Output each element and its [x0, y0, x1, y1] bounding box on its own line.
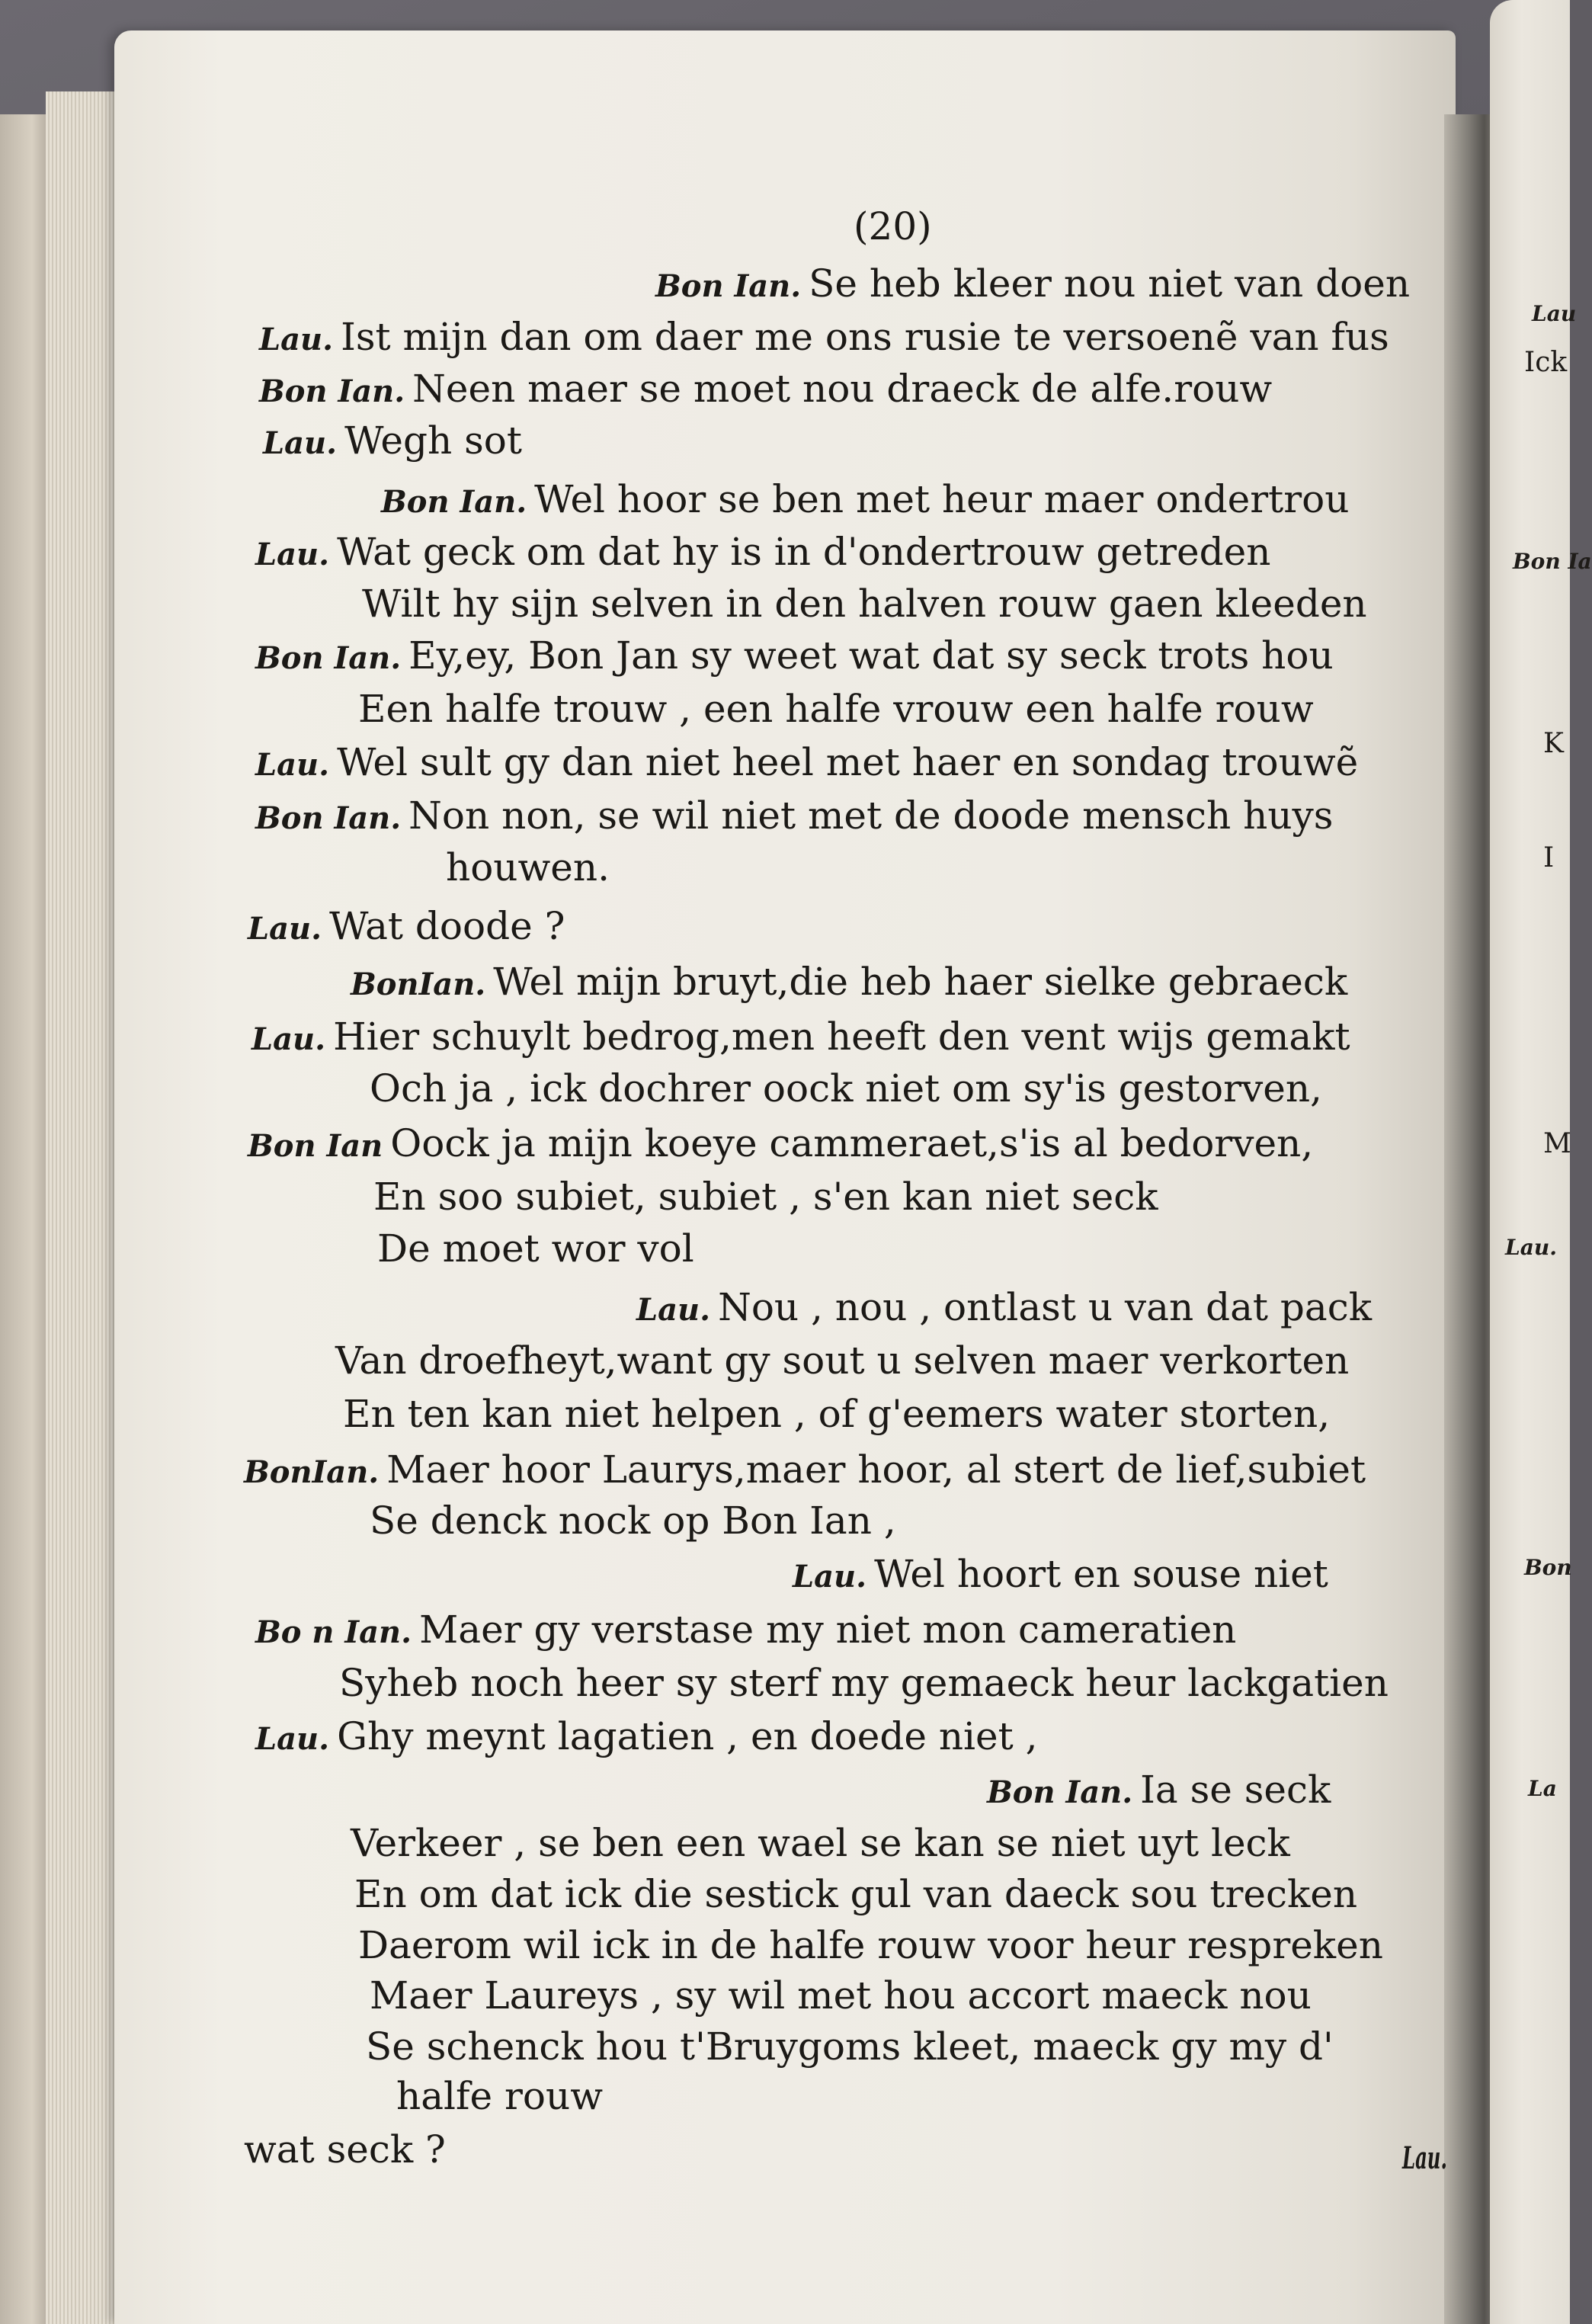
speaker-label: Lau. [248, 911, 322, 947]
text-line [244, 1447, 1366, 1495]
text-line [370, 1066, 1322, 1111]
text-line [351, 959, 1347, 1008]
text-line [335, 1338, 1349, 1383]
line-text: En ten kan niet helpen , of g'eemers water storten, [343, 1392, 1331, 1436]
facing-fragment: Lau [1532, 301, 1577, 326]
speaker-label: Bon Ian [248, 1128, 383, 1164]
text-line [248, 903, 565, 952]
text-line [259, 314, 1389, 363]
line-text: De moet wor vol [377, 1226, 694, 1271]
text-line [366, 2024, 1334, 2069]
speaker-label: BonIan. [244, 1454, 380, 1490]
line-text: Ghy meynt lagatien , en doede niet , [337, 1714, 1038, 1758]
speaker-label: Lau. [793, 1559, 867, 1595]
line-text: halfe rouw [396, 2074, 603, 2118]
line-text: Wat geck om dat hy is in d'ondertrouw getreden [337, 530, 1271, 574]
speaker-label: Bo n Ian. [255, 1614, 412, 1650]
line-text: Verkeer , se ben een wael se kan se niet uyt leck [351, 1821, 1290, 1865]
facing-fragment: K [1543, 728, 1564, 759]
line-text: Wel hoor se ben met heur maer ondertrou [534, 477, 1350, 521]
text-line [244, 2127, 446, 2172]
line-text: houwen. [446, 845, 610, 890]
facing-fragment: La [1528, 1776, 1557, 1801]
text-line [358, 686, 1314, 732]
line-text: Se denck nock op Bon Ian , [370, 1499, 896, 1543]
line-text: Wilt hy sijn selven in den halven rouw gaen kleeden [362, 582, 1367, 626]
text-line [377, 1226, 694, 1271]
line-text: Van droefheyt,want gy sout u selven maer verkorten [335, 1338, 1350, 1383]
line-text: Hier schuylt bedrog,men heeft den vent wijs gemakt [333, 1015, 1350, 1059]
text-line [263, 418, 522, 466]
text-line [362, 581, 1367, 627]
speaker-label: Bon Ian. [655, 268, 802, 304]
page-number: (20) [854, 204, 932, 248]
speaker-label: Lau. [251, 1021, 326, 1057]
text-line [339, 1660, 1389, 1706]
text-line [373, 1174, 1158, 1220]
facing-fragment: M [1543, 1128, 1571, 1159]
speaker-label: Bon Ian. [255, 640, 402, 676]
speaker-label: Lau. [259, 322, 334, 357]
line-text: Maer gy verstase my niet mon cameratien [419, 1608, 1237, 1652]
line-text: Ia se seck [1140, 1768, 1331, 1812]
line-text: Se heb kleer nou niet van doen [809, 261, 1411, 306]
line-text: Ist mijn dan om daer me ons rusie te versoenẽ van fus [341, 315, 1389, 359]
line-text: En om dat ick die sestick gul van daeck sou trecken [354, 1872, 1358, 1916]
text-line [358, 1922, 1383, 1968]
facing-fragment: Ick [1524, 347, 1568, 378]
text-line [255, 739, 1358, 788]
speaker-label: Lau. [636, 1292, 711, 1328]
line-text: En soo subiet, subiet , s'en kan niet seck [373, 1175, 1158, 1219]
text-line [655, 261, 1410, 309]
text-line [446, 845, 610, 890]
speaker-label: Lau. [255, 537, 330, 572]
facing-page [1490, 0, 1592, 2324]
speaker-label: BonIan. [351, 966, 486, 1002]
line-text: Wel sult gy dan niet heel met haer en sondag trouwẽ [337, 740, 1359, 784]
text-line [370, 1973, 1312, 2018]
text-line [396, 2073, 603, 2119]
text-line [354, 1871, 1357, 1917]
line-text: Wegh sot [344, 418, 522, 463]
line-text: Nou , nou , ontlast u van dat pack [718, 1285, 1372, 1329]
text-line [987, 1767, 1331, 1816]
speaker-label: Bon Ian. [259, 373, 405, 409]
text-line [370, 1498, 896, 1543]
line-text: Wel hoort en souse niet [874, 1552, 1328, 1596]
text-line [255, 793, 1333, 841]
text-line [343, 1391, 1330, 1437]
text-line [636, 1284, 1372, 1333]
line-text: Daerom wil ick in de halfe rouw voor heur respreken [358, 1923, 1383, 1967]
line-text: Maer Laureys , sy wil met hou accort maeck nou [370, 1973, 1312, 2018]
speaker-label: Bon Ian. [987, 1774, 1133, 1810]
text-line [255, 633, 1334, 681]
line-text: wat seck ? [244, 2127, 446, 2172]
speaker-label: Bon Ian. [255, 800, 402, 836]
text-line [351, 1820, 1290, 1866]
line-text: Oock ja mijn koeye cammeraet,s'is al bedorven, [390, 1121, 1314, 1165]
line-text: Och ja , ick dochrer oock niet om sy'is gestorven, [370, 1066, 1322, 1111]
speaker-label: Lau. [255, 747, 330, 783]
line-text: Wat doode ? [329, 904, 565, 948]
text-line [251, 1014, 1350, 1063]
line-text: Wel mijn bruyt,die heb haer sielke gebraeck [493, 960, 1348, 1004]
text-line [793, 1551, 1328, 1600]
facing-fragment: Bon [1524, 1555, 1572, 1580]
speaker-label: Bon Ian. [381, 484, 527, 520]
line-text: Ey,ey, Bon Jan sy weet wat dat sy seck trots hou [408, 633, 1334, 678]
text-line [381, 476, 1349, 525]
text-line [255, 529, 1270, 578]
facing-fragment: Bon Ia [1513, 549, 1592, 574]
text-line [259, 366, 1272, 415]
text-line [255, 1607, 1236, 1656]
text-line [248, 1120, 1313, 1169]
line-text: Syheb noch heer sy sterf my gemaeck heur lackgatien [339, 1661, 1389, 1705]
line-text: Neen maer se moet nou draeck de alfe.rouw [412, 367, 1273, 411]
facing-fragment: Lau. [1505, 1235, 1557, 1260]
catchword: Lau. [1402, 2140, 1447, 2176]
speaker-label: Lau. [255, 1721, 330, 1757]
facing-fragment: I [1543, 842, 1555, 874]
line-text: Maer hoor Laurys,maer hoor, al stert de lief,subiet [386, 1447, 1366, 1492]
text-line [255, 1713, 1038, 1762]
line-text: Se schenck hou t'Bruygoms kleet, maeck gy my d' [366, 2024, 1334, 2069]
line-text: Non non, se wil niet met de doode mensch huys [408, 793, 1334, 838]
speaker-label: Lau. [263, 425, 338, 461]
line-text: Een halfe trouw , een halfe vrouw een halfe rouw [358, 687, 1314, 731]
